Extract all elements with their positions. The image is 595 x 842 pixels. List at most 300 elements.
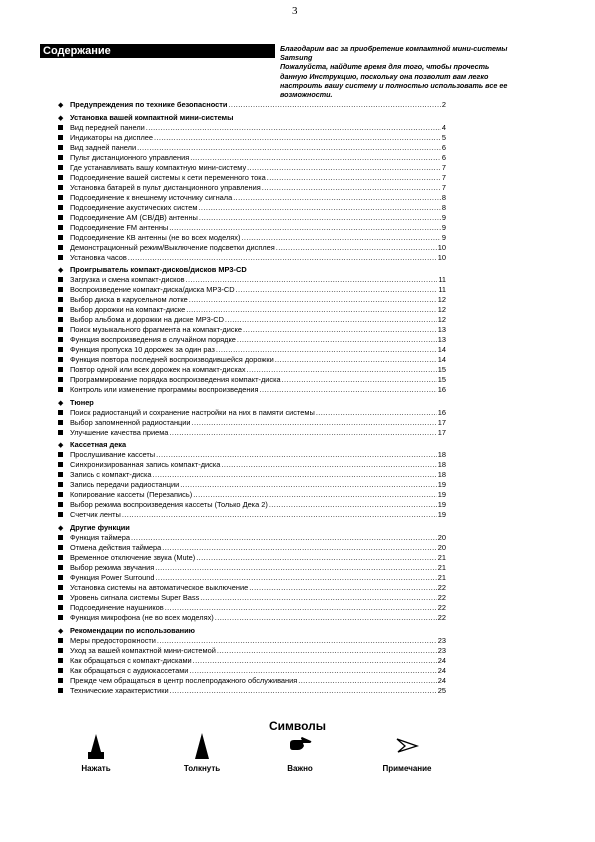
toc-entry-label: Рекомендации по использованию <box>70 625 195 635</box>
toc-entry <box>58 460 446 470</box>
square-bullet-icon <box>58 233 66 243</box>
square-bullet-icon <box>58 656 66 666</box>
toc-entry-label: Установка часов <box>70 252 127 262</box>
toc-page-number: 8 <box>441 192 446 202</box>
toc-entry-label: Прежде чем обращаться в центр послепродажного обслуживания <box>70 675 298 685</box>
toc-entry <box>58 408 446 418</box>
diamond-bullet-icon: ◆ <box>58 524 64 532</box>
toc-entry-label: Выбор альбома и дорожки на диске МР3-CD <box>70 315 224 325</box>
square-bullet-icon <box>58 460 66 470</box>
toc-entry <box>58 470 446 480</box>
toc-entry-label: Контроль или изменение программы воспроизведения <box>70 385 259 395</box>
toc-entry-label: Счетчик ленты <box>70 510 121 520</box>
toc-entry-label: Индикаторы на дисплее <box>70 132 153 142</box>
square-bullet-icon <box>58 636 66 646</box>
toc-entry <box>58 428 446 438</box>
square-bullet-icon <box>58 480 66 490</box>
toc-entry <box>58 563 446 573</box>
toc-page-number: 19 <box>437 490 446 500</box>
leader-dots <box>269 500 437 510</box>
toc-heading <box>58 113 446 123</box>
toc-entry <box>58 686 446 696</box>
toc-entry-label: Копирование кассеты (Перезапись) <box>70 490 193 500</box>
diamond-bullet-icon: ◆ <box>58 627 64 635</box>
leader-dots <box>260 385 437 395</box>
leader-dots <box>128 253 437 263</box>
toc-page-number: 22 <box>437 602 446 612</box>
toc-page-number: 10 <box>437 242 446 252</box>
toc-page-number: 6 <box>441 152 446 162</box>
leader-dots <box>237 335 437 345</box>
toc-entry-label: Проигрыватель компакт-дисков/дисков МР3-CD <box>70 265 247 275</box>
toc-page-number: 20 <box>437 542 446 552</box>
leader-dots <box>216 345 437 355</box>
leader-dots <box>192 418 437 428</box>
toc-page-number: 5 <box>441 132 446 142</box>
intro-line: возможности. <box>280 90 333 100</box>
toc-page-number: 18 <box>437 450 446 460</box>
press-icon <box>85 732 107 762</box>
toc-page-number: 19 <box>437 500 446 510</box>
toc-entry-label: Функция таймера <box>70 532 130 542</box>
intro-line: настроить вашу систему и полностью использовать все ее <box>280 80 508 90</box>
toc-entry <box>58 183 446 193</box>
toc-page-number: 12 <box>437 315 446 325</box>
toc-entry-label: Подсоединение акустических систем <box>70 202 198 212</box>
symbol-important <box>250 732 350 773</box>
toc-section <box>58 265 446 395</box>
toc-page-number: 9 <box>441 212 446 222</box>
square-bullet-icon <box>58 686 66 696</box>
intro-text <box>280 44 550 99</box>
diamond-bullet-icon: ◆ <box>58 442 64 450</box>
leader-dots <box>170 686 437 696</box>
toc-entry <box>58 335 446 345</box>
toc-entry-label: Подсоединение вашей системы к сети переменного тока <box>70 172 266 182</box>
toc-page-number: 13 <box>437 335 446 345</box>
toc-entry-label: Программирование порядка воспроизведения компакт-диска <box>70 375 281 385</box>
square-bullet-icon <box>58 335 66 345</box>
toc-entry-label: Выбор режима звучания <box>70 562 155 572</box>
leader-dots <box>122 510 437 520</box>
toc-page-number: 6 <box>441 142 446 152</box>
toc-entry <box>58 223 446 233</box>
leader-dots <box>282 375 437 385</box>
square-bullet-icon <box>58 428 66 438</box>
toc-entry <box>58 490 446 500</box>
toc-entry-label: Установка вашей компактной мини-системы <box>70 112 234 122</box>
toc-entry-label: Подсоединение к внешнему источнику сигнала <box>70 192 233 202</box>
toc-page-number: 24 <box>437 655 446 665</box>
diamond-bullet-icon: ◆ <box>58 399 64 407</box>
toc-entry-label: Поиск музыкального фрагмента на компакт-диске <box>70 325 242 335</box>
toc-entry-label: Функция микрофона (не во всех моделях) <box>70 612 214 622</box>
leader-dots <box>131 533 437 543</box>
square-bullet-icon <box>58 223 66 233</box>
toc-page-number: 21 <box>437 562 446 572</box>
symbol-label: Толкнуть <box>183 764 221 773</box>
toc-entry <box>58 243 446 253</box>
toc-entry-label: Вид передней панели <box>70 122 145 132</box>
square-bullet-icon <box>58 573 66 583</box>
square-bullet-icon <box>58 123 66 133</box>
leader-dots <box>137 143 441 153</box>
toc-page-number: 24 <box>437 675 446 685</box>
toc-entry-label: Кассетная дека <box>70 440 127 450</box>
square-bullet-icon <box>58 243 66 253</box>
leader-dots <box>162 543 437 553</box>
square-bullet-icon <box>58 563 66 573</box>
square-bullet-icon <box>58 173 66 183</box>
leader-dots <box>169 428 436 438</box>
toc-entry <box>58 233 446 243</box>
toc-heading <box>58 523 446 533</box>
toc-page-number: 23 <box>437 635 446 645</box>
toc-page-number: 2 <box>441 100 446 109</box>
toc-entry <box>58 450 446 460</box>
toc-entry <box>58 510 446 520</box>
toc-entry <box>58 305 446 315</box>
toc-entry <box>58 253 446 263</box>
square-bullet-icon <box>58 203 66 213</box>
symbol-push <box>152 732 252 773</box>
square-bullet-icon <box>58 500 66 510</box>
toc-entry <box>58 203 446 213</box>
toc-entry <box>58 275 446 285</box>
leader-dots <box>298 676 437 686</box>
leader-dots <box>275 355 437 365</box>
toc-page-number: 22 <box>437 592 446 602</box>
toc-entry-label: Синхронизированная запись компакт-диска <box>70 460 221 470</box>
square-bullet-icon <box>58 295 66 305</box>
toc-page-number: 22 <box>437 582 446 592</box>
toc-entry <box>58 355 446 365</box>
toc-entry-label: Уровень сигнала системы Super Bass <box>70 592 200 602</box>
leader-dots <box>200 593 436 603</box>
square-bullet-icon <box>58 450 66 460</box>
toc-entry-label: Функция Power Surround <box>70 572 155 582</box>
toc-page-number: 18 <box>437 460 446 470</box>
toc-entry-label: Как обращаться с аудиокассетами <box>70 665 189 675</box>
toc-entry <box>58 153 446 163</box>
square-bullet-icon <box>58 676 66 686</box>
toc-page-number: 12 <box>437 305 446 315</box>
square-bullet-icon <box>58 253 66 263</box>
square-bullet-icon <box>58 543 66 553</box>
toc-entry <box>58 325 446 335</box>
symbol-label: Важно <box>287 764 313 773</box>
toc-entry-label: Функция повтора последней воспроизводившейся дорожки <box>70 355 274 365</box>
toc-entry-label: Улучшение качества приема <box>70 427 169 437</box>
toc-entry <box>58 163 446 173</box>
toc-page-number: 11 <box>438 275 446 285</box>
toc-entry-label: Запись с компакт-диска <box>70 470 152 480</box>
toc-entry <box>58 636 446 646</box>
toc-entry-label: Отмена действия таймера <box>70 542 162 552</box>
toc-entry <box>58 553 446 563</box>
intro-line: Благодарим вас за приобретение компактной мини-системы <box>280 44 508 53</box>
leader-dots <box>262 183 441 193</box>
toc-entry-label: Воспроизведение компакт-диска/диска МР3-CD <box>70 285 235 295</box>
toc-entry-label: Подсоединение наушников <box>70 602 164 612</box>
toc-entry-label: Установка системы на автоматическое выключение <box>70 582 249 592</box>
square-bullet-icon <box>58 593 66 603</box>
square-bullet-icon <box>58 375 66 385</box>
square-bullet-icon <box>58 275 66 285</box>
intro-line: Пожалуйста, найдите время для того, чтобы прочесть <box>280 62 490 72</box>
toc-entry-label: Выбор запомненной радиостанции <box>70 417 191 427</box>
leader-dots <box>165 603 437 613</box>
toc-section <box>58 440 446 520</box>
toc-page-number: 16 <box>437 385 446 395</box>
toc-page-number: 4 <box>441 122 446 132</box>
square-bullet-icon <box>58 553 66 563</box>
table-of-contents <box>58 100 446 698</box>
leader-dots <box>228 100 440 110</box>
leader-dots <box>146 123 441 133</box>
toc-page-number: 14 <box>437 355 446 365</box>
leader-dots <box>217 646 437 656</box>
toc-page-number: 22 <box>437 612 446 622</box>
toc-page-number: 15 <box>437 365 446 375</box>
square-bullet-icon <box>58 533 66 543</box>
toc-entry-label: Выбор диска в карусельном лотке <box>70 295 188 305</box>
toc-page-number: 25 <box>437 685 446 695</box>
toc-entry <box>58 676 446 686</box>
toc-entry <box>58 583 446 593</box>
toc-entry <box>58 543 446 553</box>
square-bullet-icon <box>58 490 66 500</box>
toc-entry <box>58 133 446 143</box>
toc-entry <box>58 143 446 153</box>
pointing-hand-icon <box>287 732 313 762</box>
leader-dots <box>236 285 438 295</box>
toc-entry <box>58 573 446 583</box>
toc-entry <box>58 666 446 676</box>
square-bullet-icon <box>58 285 66 295</box>
square-bullet-icon <box>58 153 66 163</box>
toc-page-number: 24 <box>437 665 446 675</box>
toc-entry-label: Предупреждения по технике безопасности <box>70 100 228 109</box>
square-bullet-icon <box>58 143 66 153</box>
square-bullet-icon <box>58 345 66 355</box>
leader-dots <box>189 295 437 305</box>
push-icon <box>191 732 213 762</box>
toc-heading <box>58 398 446 408</box>
symbols-title: Символы <box>268 719 327 733</box>
leader-dots <box>193 656 437 666</box>
leader-dots <box>276 243 437 253</box>
toc-page-number: 7 <box>441 182 446 192</box>
toc-entry <box>58 213 446 223</box>
toc-entry-label: Выбор режима воспроизведения кассеты (Только Дека 2) <box>70 500 268 510</box>
toc-entry-label: Запись передачи радиостанции <box>70 480 180 490</box>
square-bullet-icon <box>58 418 66 428</box>
toc-page-number: 16 <box>437 407 446 417</box>
toc-page-number: 12 <box>437 295 446 305</box>
toc-entry <box>58 603 446 613</box>
toc-page-number: 8 <box>441 202 446 212</box>
leader-dots <box>157 636 437 646</box>
square-bullet-icon <box>58 408 66 418</box>
diamond-bullet-icon: ◆ <box>58 114 64 122</box>
square-bullet-icon <box>58 355 66 365</box>
square-bullet-icon <box>58 133 66 143</box>
toc-entry-label: Временное отключение звука (Mute) <box>70 552 196 562</box>
square-bullet-icon <box>58 163 66 173</box>
toc-page-number: 7 <box>441 162 446 172</box>
leader-dots <box>190 153 441 163</box>
symbol-label: Примечание <box>382 764 432 773</box>
toc-entry <box>58 365 446 375</box>
toc-entry-label: Меры предосторожности <box>70 635 156 645</box>
diamond-bullet-icon: ◆ <box>58 267 64 275</box>
toc-entry-label: Подсоединение КВ антенны (не во всех моделях) <box>70 232 241 242</box>
intro-line: Samsung <box>280 53 313 63</box>
toc-entry-label: Тюнер <box>70 397 94 407</box>
toc-entry <box>58 315 446 325</box>
square-bullet-icon <box>58 315 66 325</box>
leader-dots <box>169 223 441 233</box>
toc-section <box>58 626 446 696</box>
leader-dots <box>215 613 437 623</box>
toc-section <box>58 398 446 438</box>
toc-entry <box>58 193 446 203</box>
leader-dots <box>155 573 436 583</box>
toc-entry <box>58 593 446 603</box>
page-title: Содержание <box>40 44 275 58</box>
toc-entry-label: Уход за вашей компактной мини-системой <box>70 645 216 655</box>
toc-entry <box>58 375 446 385</box>
toc-page-number: 15 <box>437 375 446 385</box>
leader-dots <box>152 470 436 480</box>
square-bullet-icon <box>58 325 66 335</box>
toc-page-number: 9 <box>441 232 446 242</box>
toc-page-number: 21 <box>437 552 446 562</box>
leader-dots <box>155 563 437 573</box>
intro-line: данную Инструкцию, поскольку она позволит вам легко <box>280 71 489 81</box>
leader-dots <box>249 583 437 593</box>
toc-entry <box>58 295 446 305</box>
leader-dots <box>267 173 441 183</box>
leader-dots <box>241 233 440 243</box>
toc-entry-label: Функция воспроизведения в случайном порядке <box>70 335 236 345</box>
symbol-press <box>46 732 146 773</box>
leader-dots <box>247 365 437 375</box>
square-bullet-icon <box>58 470 66 480</box>
toc-page-number: 19 <box>437 480 446 490</box>
toc-entry-label: Другие функции <box>70 522 130 532</box>
square-bullet-icon <box>58 305 66 315</box>
toc-entry <box>58 418 446 428</box>
toc-entry <box>58 656 446 666</box>
square-bullet-icon <box>58 510 66 520</box>
toc-entry-label: Загрузка и смена компакт-дисков <box>70 275 185 285</box>
square-bullet-icon <box>58 613 66 623</box>
toc-entry <box>58 385 446 395</box>
square-bullet-icon <box>58 646 66 656</box>
leader-dots <box>186 305 437 315</box>
toc-entry-label: Технические характеристики <box>70 685 169 695</box>
toc-entry <box>58 613 446 623</box>
toc-entry-label: Подсоединение FM антенны <box>70 222 169 232</box>
toc-page-number: 17 <box>437 417 446 427</box>
toc-entry-label: Выбор дорожки на компакт-диске <box>70 305 186 315</box>
toc-page-number: 18 <box>437 470 446 480</box>
toc-entry <box>58 533 446 543</box>
toc-entry <box>58 173 446 183</box>
toc-page-number: 11 <box>438 285 446 295</box>
symbol-label: Нажать <box>81 764 111 773</box>
diamond-bullet-icon: ◆ <box>58 102 64 109</box>
leader-dots <box>186 275 438 285</box>
toc-page-number: 14 <box>437 345 446 355</box>
toc-entry <box>58 345 446 355</box>
square-bullet-icon <box>58 365 66 375</box>
leader-dots <box>156 450 437 460</box>
leader-dots <box>243 325 437 335</box>
toc-entry-label: Повтор одной или всех дорожек на компакт-дисках <box>70 365 246 375</box>
toc-entry-label: Как обращаться с компакт-дисками <box>70 655 192 665</box>
toc-page-number: 20 <box>437 532 446 542</box>
note-arrow-icon <box>394 732 420 762</box>
symbol-note <box>357 732 457 773</box>
toc-entry-label: Прослушивание кассеты <box>70 450 156 460</box>
toc-section <box>58 113 446 263</box>
toc-entry <box>58 646 446 656</box>
square-bullet-icon <box>58 183 66 193</box>
toc-page-number: 21 <box>437 572 446 582</box>
leader-dots <box>196 553 437 563</box>
leader-dots <box>180 480 437 490</box>
leader-dots <box>247 163 441 173</box>
toc-entry-label: Где устанавливать вашу компактную мини-систему <box>70 162 247 172</box>
toc-entry-label: Вид задней панели <box>70 142 137 152</box>
toc-entry <box>58 500 446 510</box>
toc-entry-label: Пульт дистанционного управления <box>70 152 190 162</box>
toc-entry <box>58 285 446 295</box>
toc-entry-label: Установка батарей в пульт дистанционного управления <box>70 182 261 192</box>
toc-section <box>58 523 446 623</box>
toc-page-number: 9 <box>441 222 446 232</box>
leader-dots <box>198 203 440 213</box>
toc-page-number: 19 <box>437 510 446 520</box>
toc-section <box>58 100 446 110</box>
page-number: 3 <box>292 5 298 17</box>
leader-dots <box>316 408 437 418</box>
leader-dots <box>154 133 441 143</box>
square-bullet-icon <box>58 385 66 395</box>
toc-heading <box>58 440 446 450</box>
leader-dots <box>233 193 441 203</box>
toc-page-number: 10 <box>437 252 446 262</box>
leader-dots <box>193 490 437 500</box>
toc-page-number: 23 <box>437 645 446 655</box>
toc-heading <box>58 626 446 636</box>
toc-page-number: 13 <box>437 325 446 335</box>
toc-entry-label: Функция пропуска 10 дорожек за один раз <box>70 345 215 355</box>
square-bullet-icon <box>58 603 66 613</box>
toc-entry-label: Демонстрационный режим/Выключение подсветки дисплея <box>70 242 275 252</box>
toc-page-number: 17 <box>437 427 446 437</box>
toc-page-number: 7 <box>441 172 446 182</box>
toc-entry <box>58 480 446 490</box>
leader-dots <box>189 666 436 676</box>
leader-dots <box>225 315 437 325</box>
square-bullet-icon <box>58 193 66 203</box>
leader-dots <box>199 213 441 223</box>
toc-heading <box>58 265 446 275</box>
